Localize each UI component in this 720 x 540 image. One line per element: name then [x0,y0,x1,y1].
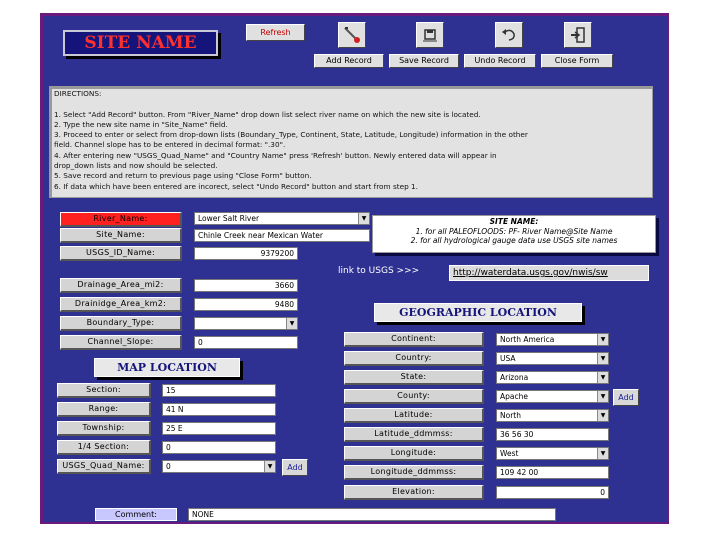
site-note-title: SITE NAME: [489,217,539,226]
state-label: State: [344,370,484,385]
township-field[interactable]: 25 E [162,422,276,435]
close-form-button[interactable]: Close Form [541,54,613,68]
continent-dropdown[interactable] [496,333,609,346]
chevron-down-icon[interactable]: ▼ [286,318,297,329]
save-record-icon-button[interactable] [416,22,444,48]
undo-record-icon [499,26,519,44]
boundary-type-label: Boundary_Type: [60,316,182,331]
save-record-button[interactable]: Save Record [389,54,459,68]
section-label: Section: [57,383,151,398]
latitude-ddmmss-field[interactable]: 36 56 30 [496,428,609,441]
boundary-type-dropdown[interactable] [194,317,298,330]
chevron-down-icon[interactable]: ▼ [597,353,608,364]
township-label: Township: [57,421,151,436]
longitude-dropdown[interactable] [496,447,609,460]
geographic-location-heading: GEOGRAPHIC LOCATION [374,303,582,322]
quarter-section-field[interactable]: 0 [162,441,276,454]
map-location-heading: MAP LOCATION [94,358,240,377]
continent-value: North America [500,335,555,344]
chevron-down-icon[interactable]: ▼ [597,391,608,402]
site-name-field[interactable]: Chinle Creek near Mexican Water [194,229,370,242]
elevation-field[interactable]: 0 [496,486,609,499]
site-note-line1: 1. for all PALEOFLOODS: PF- River Name@Site Name [415,226,613,236]
comment-field[interactable]: NONE [188,508,556,521]
directions-line: 3. Proceed to enter or select from drop-down lists (Boundary_Type, Continent, State, Latitude, Longitude) information in the other [54,130,528,140]
continent-label: Continent: [344,332,484,347]
drainage-area-km2-field[interactable]: 9480 [194,298,298,311]
directions-line: field. Channel slope has to be entered in decimal format: ".30". [54,140,286,150]
add-record-icon-button[interactable] [338,22,366,48]
drainage-area-mi2-label: Drainage_Area_mi2: [60,278,182,293]
directions-line: 1. Select "Add Record" button. From "River_Name" drop down list select river name on which the new site is located. [54,109,481,119]
quarter-section-label: 1/4 Section: [57,440,151,455]
chevron-down-icon[interactable]: ▼ [597,372,608,383]
chevron-down-icon[interactable]: ▼ [264,461,275,472]
directions-line: 2. Type the new site name in "Site_Name" field. [54,119,228,129]
chevron-down-icon[interactable]: ▼ [597,448,608,459]
directions-line: 6. If data which have been entered are incorect, select "Undo Record" button and start from step 1. [54,181,419,191]
add-quad-button[interactable]: Add [282,459,308,476]
country-label: Country: [344,351,484,366]
section-field[interactable]: 15 [162,384,276,397]
chevron-down-icon[interactable]: ▼ [358,213,369,224]
river-name-value: Lower Salt River [198,214,260,223]
add-county-button[interactable]: Add [613,389,639,406]
longitude-ddmmss-label: Longitude_ddmmss: [344,465,484,480]
longitude-ddmmss-field[interactable]: 109 42 00 [496,466,609,479]
save-record-icon [420,26,440,44]
page-title: SITE NAME [63,30,218,56]
latitude-value: North [500,411,521,420]
add-record-icon [342,26,362,44]
river-name-label: River_Name: [60,212,182,227]
county-label: County: [344,389,484,404]
site-note-line2: 2. for all hydrological gauge data use USGS site names [410,236,618,245]
county-dropdown[interactable] [496,390,609,403]
longitude-value: West [500,449,519,458]
chevron-down-icon[interactable]: ▼ [597,410,608,421]
latitude-label: Latitude: [344,408,484,423]
latitude-dropdown[interactable] [496,409,609,422]
river-name-dropdown[interactable] [194,212,370,225]
undo-record-button[interactable]: Undo Record [464,54,536,68]
comment-label: Comment: [95,508,177,521]
usgs-link[interactable]: http://waterdata.usgs.gov/nwis/sw [449,265,649,281]
refresh-button[interactable]: Refresh [246,24,305,41]
site-name-label: Site_Name: [60,228,182,243]
county-value: Apache [500,392,528,401]
add-record-button[interactable]: Add Record [314,54,384,68]
channel-slope-label: Channel_Slope: [60,335,182,350]
directions-panel [49,86,653,198]
usgs-quad-name-dropdown[interactable] [162,460,276,473]
state-value: Arizona [500,373,529,382]
drainage-area-km2-label: Drainidge_Area_km2: [60,297,182,312]
usgs-id-field[interactable]: 9379200 [194,247,298,260]
close-form-icon-button[interactable] [564,22,592,48]
site-name-note [372,215,656,253]
usgs-quad-name-value: 0 [166,462,171,471]
usgs-id-label: USGS_ID_Name: [60,246,182,261]
usgs-quad-name-label: USGS_Quad_Name: [57,459,151,474]
directions-line: drop_down lists and now should be selected. [54,161,218,171]
longitude-label: Longitude: [344,446,484,461]
latitude-ddmmss-label: Latitude_ddmmss: [344,427,484,442]
directions-line: 5. Save record and return to previous page using "Close Form" button. [54,171,312,181]
country-value: USA [500,354,516,363]
undo-record-icon-button[interactable] [495,22,523,48]
close-form-icon [568,26,588,44]
directions-line: 4. After entering new "USGS_Quad_Name" and "Country Name" press 'Refresh' button. Newly entered data will appear in [54,150,497,160]
drainage-area-mi2-field[interactable]: 3660 [194,279,298,292]
chevron-down-icon[interactable]: ▼ [597,334,608,345]
range-label: Range: [57,402,151,417]
country-dropdown[interactable] [496,352,609,365]
range-field[interactable]: 41 N [162,403,276,416]
usgs-link-label: link to USGS >>> [338,266,420,276]
directions-heading: DIRECTIONS: [54,89,102,98]
elevation-label: Elevation: [344,485,484,500]
state-dropdown[interactable] [496,371,609,384]
channel-slope-field[interactable]: 0 [194,336,298,349]
